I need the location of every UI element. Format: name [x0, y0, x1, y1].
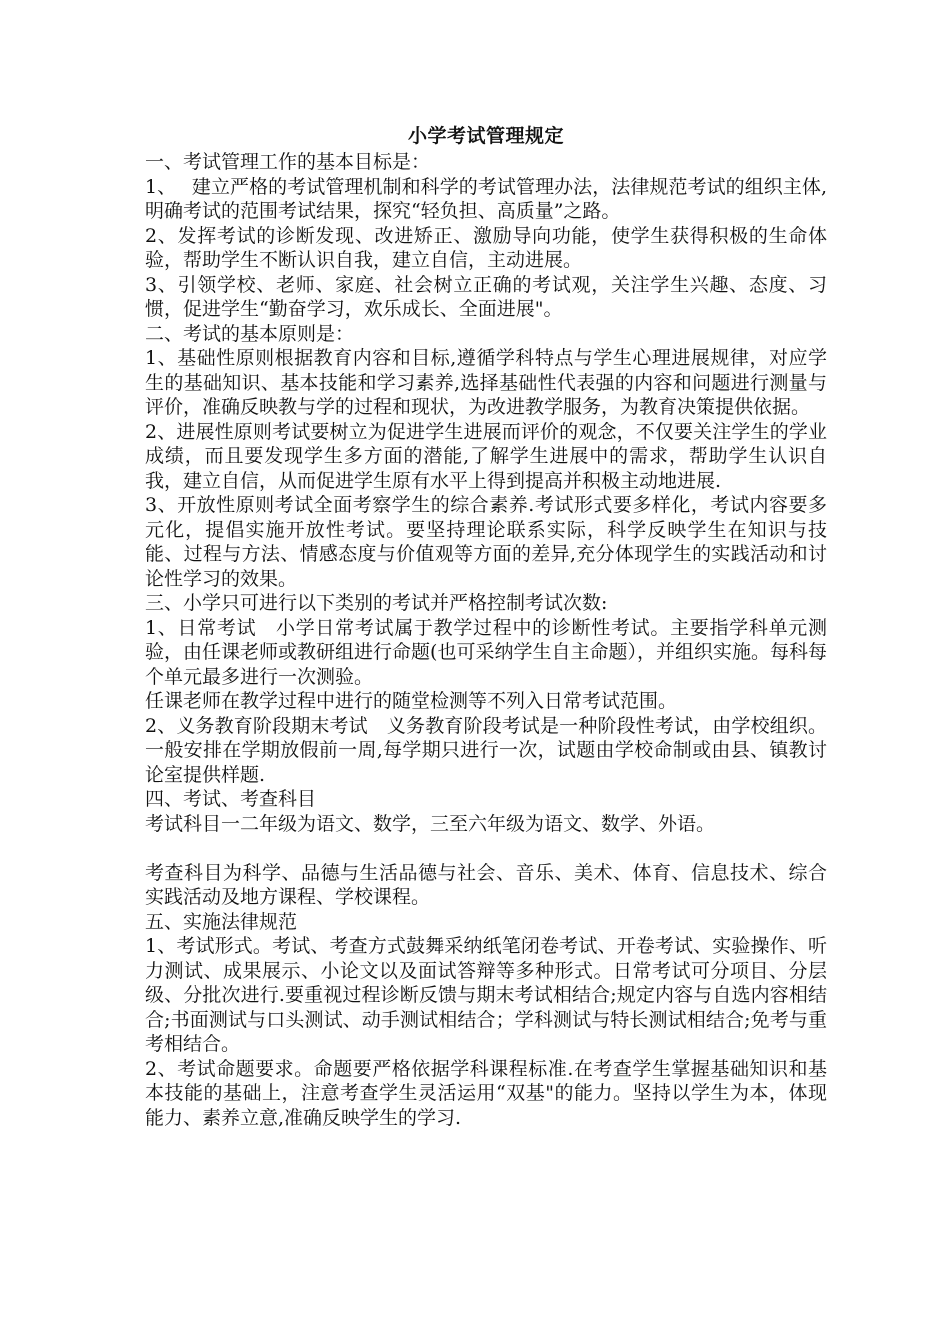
paragraph: 考试科目一二年级为语文、数学，三至六年级为语文、数学、外语。	[145, 812, 716, 835]
paragraph: 3、引领学校、老师、家庭、社会树立正确的考试观，关注学生兴趣、态度、习惯，促进学生“勤奋学习，欢乐成长、全面进展"。	[145, 273, 827, 320]
blank-line	[145, 836, 827, 861]
paragraph: 1、考试形式。考试、考查方式鼓舞采纳纸笔闭卷考试、开卷考试、实验操作、听力测试、成果展示、小论文以及面试答辩等多种形式。日常考试可分项目、分层级、分批次进行.要重视过程诊断反馈与期末考试相结合;规定内容与自选内容相结合;书面测试与口头测试、动手测试相结合；学科测试与特长测试相结合;免考与重考相结合。	[145, 935, 827, 1055]
paragraph: 任课老师在教学过程中进行的随堂检测等不列入日常考试范围。	[145, 690, 678, 712]
paragraph: 1、 建立严格的考试管理机制和科学的考试管理办法，法律规范考试的组织主体,明确考试的范围考试结果，探究“轻负担、高质量”之路。	[145, 175, 827, 222]
paragraph: 2、义务教育阶段期末考试 义务教育阶段考试是一种阶段性考试，由学校组织。一般安排在学期放假前一周,每学期只进行一次，试题由学校命制或由县、镇教讨论室提供样题.	[145, 714, 827, 786]
section-heading-1: 一、考试管理工作的基本目标是：	[145, 151, 431, 173]
section-heading-5: 五、实施法律规范	[145, 910, 298, 933]
paragraph: 3、开放性原则考试全面考察学生的综合素养.考试形式要多样化，考试内容要多元化，提倡实施开放性考试。要坚持理论联系实际，科学反映学生在知识与技能、过程与方法、情感态度与价值观等方面的差异,充分体现学生的实践活动和讨论性学习的效果。	[145, 494, 827, 590]
section-heading-4: 四、考试、考查科目	[145, 788, 317, 810]
paragraph: 2、发挥考试的诊断发现、改进矫正、激励导向功能，使学生获得积极的生命体验，帮助学生不断认识自我，建立自信，主动进展。	[145, 224, 827, 271]
paragraph: 2、考试命题要求。命题要严格依据学科课程标准.在考查学生掌握基础知识和基本技能的基础上，注意考查学生灵活运用“双基"的能力。坚持以学生为本，体现能力、素养立意,准确反映学生的学习.	[145, 1057, 827, 1129]
paragraph: 1、基础性原则根据教育内容和目标,遵循学科特点与学生心理进展规律，对应学生的基础知识、基本技能和学习素养,选择基础性代表强的内容和问题进行测量与评价，准确反映教与学的过程和现状，为改进教学服务，为教育决策提供依据。	[145, 347, 827, 418]
document-title: 小学考试管理规定	[407, 125, 564, 147]
section-heading-2: 二、考试的基本原则是：	[145, 322, 355, 345]
paragraph: 考查科目为科学、品德与生活品德与社会、音乐、美术、体育、信息技术、综合实践活动及地方课程、学校课程。	[145, 861, 827, 908]
document-page	[145, 124, 827, 1130]
paragraph: 1、日常考试 小学日常考试属于教学过程中的诊断性考试。主要指学科单元测验，由任课老师或教研组进行命题(也可采纳学生自主命题），并组织实施。每科每个单元最多进行一次测验。	[145, 616, 827, 688]
section-heading-3: 三、小学只可进行以下类别的考试并严格控制考试次数:	[145, 592, 608, 614]
paragraph: 2、进展性原则考试要树立为促进学生进展而评价的观念，不仅要关注学生的学业成绩，而且要发现学生多方面的潜能,了解学生进展中的需求，帮助学生认识自我，建立自信，从而促进学生原有水平上得到提高并积极主动地进展.	[145, 420, 827, 492]
